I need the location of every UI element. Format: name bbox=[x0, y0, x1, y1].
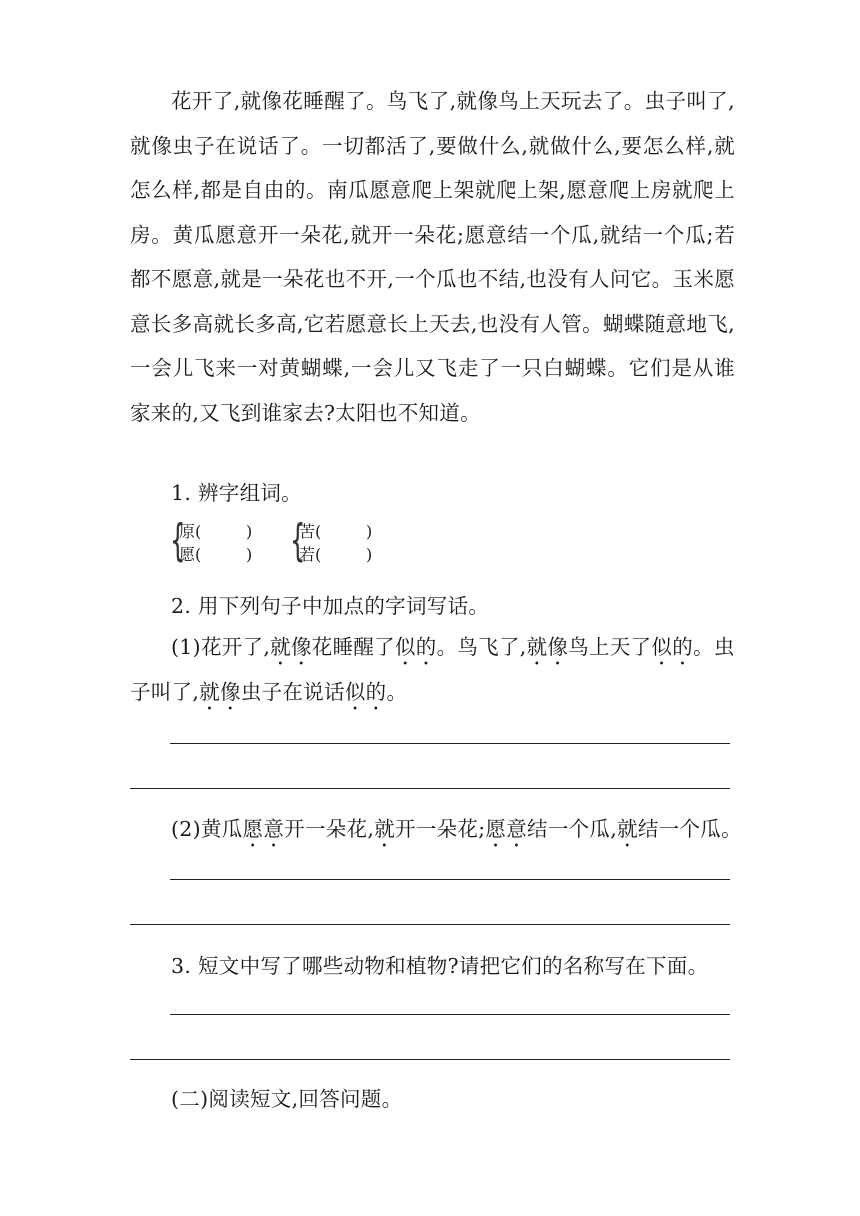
q1-answer-blank-b1[interactable]: ) bbox=[366, 522, 373, 541]
answer-line-q2-1a[interactable] bbox=[170, 743, 730, 744]
q1-answer-blank-a1[interactable]: ) bbox=[246, 522, 253, 541]
q1-title: 1. 辨字组词。 bbox=[171, 481, 302, 505]
q1-item-a2: 愿( bbox=[179, 545, 202, 564]
q3-title: 3. 短文中写了哪些动物和植物?请把它们的名称写在下面。 bbox=[171, 954, 709, 978]
answer-line-q2-2a[interactable] bbox=[170, 879, 730, 880]
q1-answer-blank-a2[interactable]: ) bbox=[246, 545, 253, 564]
passage-paragraph: 花开了,就像花睡醒了。鸟飞了,就像鸟上天玩去了。虫子叫了,就像虫子在说话了。一切都活了,要做什么,就做什么,要怎么样,就怎么样,都是自由的。南瓜愿意爬上架就爬上架,愿意爬上房就爬上房。黄瓜愿意开一朵花,就开一朵花;愿意结一个瓜,就结一个瓜;若都不愿意,就是一朵花也不开,一个瓜也不结,也没有人问它。玉米愿意长多高就长多高,它若愿意长上天去,也没有人管。蝴蝶随意地飞,一会儿飞来一对黄蝴蝶,一会儿又飞走了一只白蝴蝶。它们是从谁家来的,又飞到谁家去?太阳也不知道。 bbox=[130, 89, 735, 425]
left-brace-icon: { bbox=[170, 515, 186, 566]
q1-item-a1: 原( bbox=[179, 522, 202, 541]
q1-item-b2: 若( bbox=[299, 545, 322, 564]
q2-title: 2. 用下列句子中加点的字词写话。 bbox=[171, 594, 490, 618]
q1-item-b1: 苦( bbox=[299, 522, 322, 541]
q1-group-a bbox=[170, 515, 270, 567]
q2-sentence2: (2)黄瓜愿意开一朵花,就开一朵花;愿意结一个瓜,就结一个瓜。 bbox=[171, 817, 742, 841]
q2-sentence1-line2: 子叫了,就像虫子在说话似的。 bbox=[130, 680, 408, 704]
q2-sentence1-line1: (1)花开了,就像花睡醒了似的。鸟飞了,就像鸟上天了似的。虫 bbox=[171, 635, 735, 659]
section2-title: (二)阅读短文,回答问题。 bbox=[171, 1087, 403, 1111]
answer-line-q2-1b[interactable] bbox=[130, 788, 730, 789]
answer-line-q3-b[interactable] bbox=[130, 1059, 730, 1060]
answer-line-q2-2b[interactable] bbox=[130, 924, 730, 925]
q1-answer-blank-b2[interactable]: ) bbox=[366, 545, 373, 564]
answer-line-q3-a[interactable] bbox=[170, 1014, 730, 1015]
q1-group-b bbox=[290, 515, 390, 567]
left-brace-icon: { bbox=[290, 515, 306, 566]
